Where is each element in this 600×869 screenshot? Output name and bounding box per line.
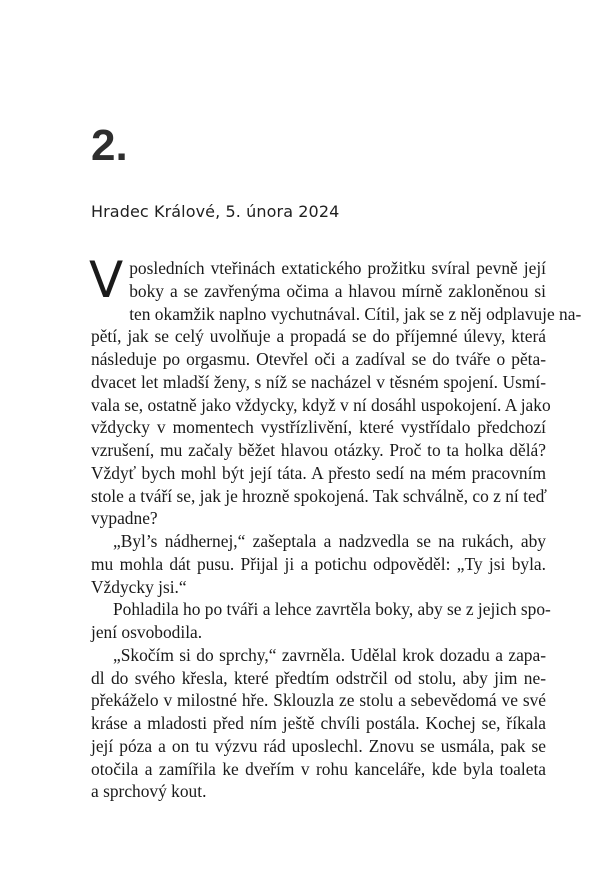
text-line: vala se, ostatně jako vždycky, když v ní dosáhl uspokojení. A jako [91, 394, 551, 415]
text-line: mu mohla dát pusu. Přijal ji a potichu odpověděl: „Ty jsi byla. [91, 553, 546, 574]
text-line: kráse a mladosti před ním ještě chvíli postála. Kochej se, říkala [91, 713, 546, 733]
text-line: otočila a zamířila ke dveřím v rohu kanceláře, kde byla toaleta [91, 758, 546, 779]
chapter-number: 2. [91, 121, 128, 170]
text-line: vzrušení, mu začaly běžet hlavou otázky. Proč to ta holka dělá? [91, 440, 546, 460]
text-line: jení osvobodila. [91, 622, 203, 642]
text-line: vypadne? [91, 508, 158, 529]
text-line: a sprchový kout. [91, 781, 207, 802]
text-line: pětí, jak se celý uvolňuje a propadá se do příjemné úlevy, která [91, 326, 546, 347]
text-line: ten okamžik naplno vychutnával. Cítil, jak se z něj odplavuje na- [129, 303, 582, 324]
text-line: posledních vteřinách extatického prožitku svíral pevně její [129, 258, 546, 278]
text-line: vždycky v momentech vystřízlivění, které vystřídalo předchozí [91, 417, 546, 438]
dateline: Hradec Králové, 5. února 2024 [91, 202, 340, 221]
text-line: Pohladila ho po tváři a lehce zavrtěla boky, aby se z jejich spo- [113, 599, 551, 620]
text-line: dvacet let mladší ženy, s níž se nacházel v těsném spojení. Usmí- [91, 371, 546, 392]
text-line: překáželo v milostné hře. Sklouzla ze stolu a sebevědomá ve své [91, 690, 546, 711]
paragraph-1 [89, 251, 582, 530]
text-line: Vždycky jsi.“ [91, 576, 187, 597]
paragraph-4 [91, 644, 546, 803]
text-line: stole a tváří se, jak je hrozně spokojená. Tak schválně, co z ní teď [91, 485, 547, 506]
text-line: dl do svého křesla, které předtím odstrčil od stolu, aby jim ne- [91, 667, 546, 688]
paragraph-3 [91, 598, 551, 644]
text-line: boky a se zavřenýma očima a hlavou mírně zakloněnou si [129, 280, 546, 301]
drop-cap: V [89, 251, 124, 309]
text-line: následuje po orgasmu. Otevřel oči a zadíval se do tváře o pěta- [91, 349, 546, 369]
text-line: její póza a on tu výzvu rád uposlechl. Znovu se usmála, pak se [91, 735, 546, 756]
text-line: Vždyť bych mohl být její táta. A přesto sedí na mém pracovním [91, 462, 546, 483]
body-text [89, 251, 582, 803]
text-line: „Byl’s nádhernej,“ zašeptala a nadzvedla se na rukách, aby [113, 531, 546, 551]
paragraph-2 [91, 530, 546, 598]
text-line: „Skočím si do sprchy,“ zavrněla. Udělal krok dozadu a zapa- [113, 644, 546, 665]
